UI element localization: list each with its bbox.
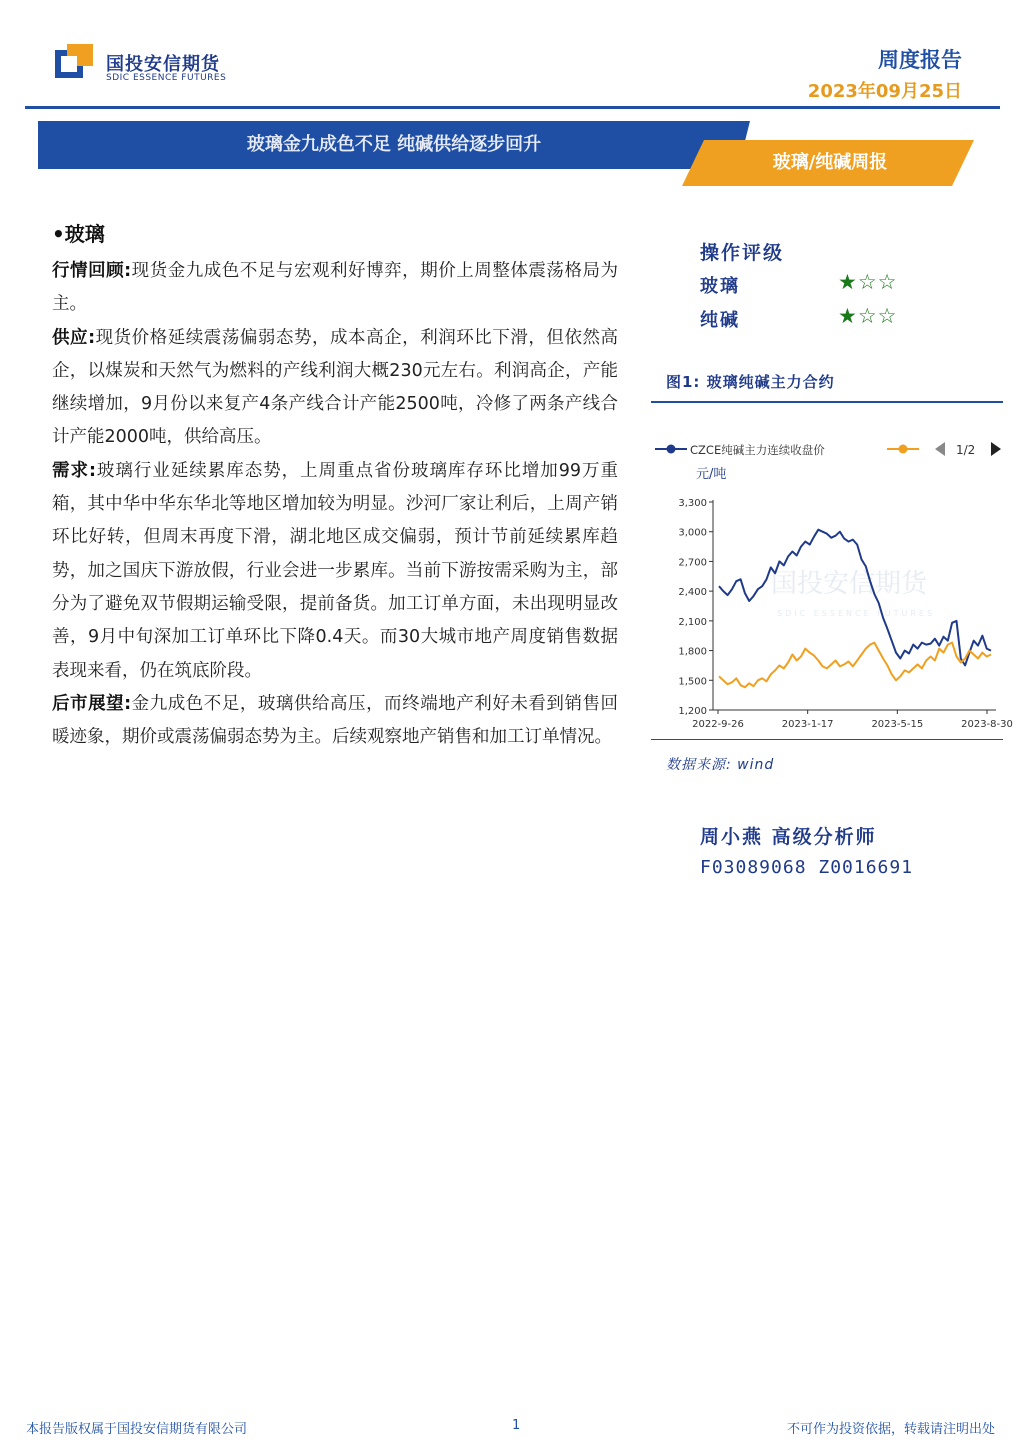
y-tick-label: 2,700 (678, 557, 707, 569)
y-axis-unit: 元/吨 (696, 467, 727, 482)
figure-bottom-rule (651, 739, 1003, 740)
body-text (52, 255, 618, 754)
analyst-name: 周小燕 高级分析师 (700, 826, 877, 848)
watermark-text: 国投安信期货 (771, 569, 928, 599)
legend-marker-glass (899, 445, 908, 454)
paragraph-label: 后市展望: (52, 693, 132, 714)
legend-marker-soda (667, 445, 676, 454)
y-axis-ticks (678, 498, 713, 717)
y-tick-label: 2,400 (678, 587, 707, 599)
report-title: 玻璃金九成色不足 纯碱供给逐步回升 (246, 134, 542, 155)
x-tick-label: 2023-8-30 (961, 719, 1013, 730)
series-line-glass (719, 643, 991, 688)
x-tick-label: 2022-9-26 (692, 719, 744, 730)
chart-watermark (703, 568, 935, 618)
section-heading: •玻璃 (52, 222, 105, 246)
rating-name-glass: 玻璃 (700, 276, 740, 297)
chart-legend (655, 442, 1001, 457)
paragraph-text: 现货价格延续震荡偏弱态势，成本高企，利润环比下滑，但依然高企，以煤炭和天然气为燃料的产线利润大概230元左右。利润高企，产能继续增加，9月份以来复产4条产线合计产能2500吨，冷修了两条产线合计产能2000吨，供给高压。 (52, 327, 619, 448)
rating-stars-soda: ★☆☆ (838, 304, 898, 328)
paragraph-label: 供应: (52, 327, 96, 348)
header-divider (25, 106, 1000, 109)
x-tick-label: 2023-5-15 (871, 719, 924, 730)
report-date: 2023年09月25日 (807, 81, 962, 102)
paragraph-demand (52, 455, 618, 688)
data-source: 数据来源: wind (666, 757, 775, 773)
legend-label-soda: CZCE纯碱主力连续收盘价 (690, 443, 825, 457)
legend-pager: 1/2 (956, 443, 976, 457)
paragraph-supply (52, 322, 618, 455)
figure-top-rule (651, 401, 1003, 403)
analyst-license-ids: F03089068 Z0016691 (700, 857, 914, 878)
figure-title: 图1: 玻璃纯碱主力合约 (666, 373, 835, 391)
paragraph-label: 需求: (52, 460, 96, 481)
price-chart (651, 430, 1013, 735)
report-subtitle: 玻璃/纯碱周报 (772, 152, 888, 173)
report-type: 周度报告 (878, 48, 962, 72)
paragraph-outlook (52, 688, 618, 755)
rating-title: 操作评级 (700, 242, 785, 264)
paragraph-text: 现货金九成色不足与宏观利好博弈，期价上周整体震荡格局为主。 (52, 261, 619, 315)
y-tick-label: 1,800 (678, 646, 707, 658)
company-logo-mark (55, 44, 93, 82)
paragraph-review (52, 255, 618, 322)
y-tick-label: 1,200 (678, 706, 707, 717)
y-tick-label: 2,100 (678, 616, 707, 628)
paragraph-label: 行情回顾: (52, 261, 132, 281)
x-tick-label: 2023-1-17 (781, 719, 834, 730)
watermark-text-en: SDIC ESSENCE FUTURES (777, 609, 936, 618)
rating-name-soda: 纯碱 (700, 310, 740, 331)
footer-page-number: 1 (512, 1418, 521, 1433)
y-tick-label: 3,300 (678, 498, 707, 509)
footer-copyright: 本报告版权属于国投安信期货有限公司 (26, 1422, 248, 1437)
company-name-cn: 国投安信期货 (106, 54, 220, 75)
company-name-en: SDIC ESSENCE FUTURES (106, 73, 227, 83)
rating-stars-glass: ★☆☆ (838, 270, 898, 294)
footer-disclaimer: 不可作为投资依据，转载请注明出处 (786, 1422, 995, 1437)
y-tick-label: 3,000 (678, 527, 707, 539)
y-tick-label: 1,500 (678, 676, 707, 688)
paragraph-text: 金九成色不足，玻璃供给高压，而终端地产利好未看到销售回暖迹象，期价或震荡偏弱态势为主。后续观察地产销售和加工订单情况。 (52, 693, 619, 748)
legend-next-arrow-icon[interactable] (991, 442, 1001, 456)
legend-prev-arrow-icon[interactable] (935, 442, 945, 456)
paragraph-text: 玻璃行业延续累库态势，上周重点省份玻璃库存环比增加99万重箱，其中华中华东华北等地区增加较为明显。沙河厂家让利后，上周产销环比好转，但周末再度下滑，湖北地区成交偏弱，预计节前延续累库趋势，加之国庆下游放假，行业会进一步累库。当前下游按需采购为主，部分为了避免双节假期运输受限，提前备货。加工订单方面，未出现明显改善，9月中旬深加工订单环比下降0.4天。而30大城市地产周度销售数据表现来看，仍在筑底阶段。 (52, 460, 618, 681)
x-axis-ticks (692, 710, 1013, 730)
